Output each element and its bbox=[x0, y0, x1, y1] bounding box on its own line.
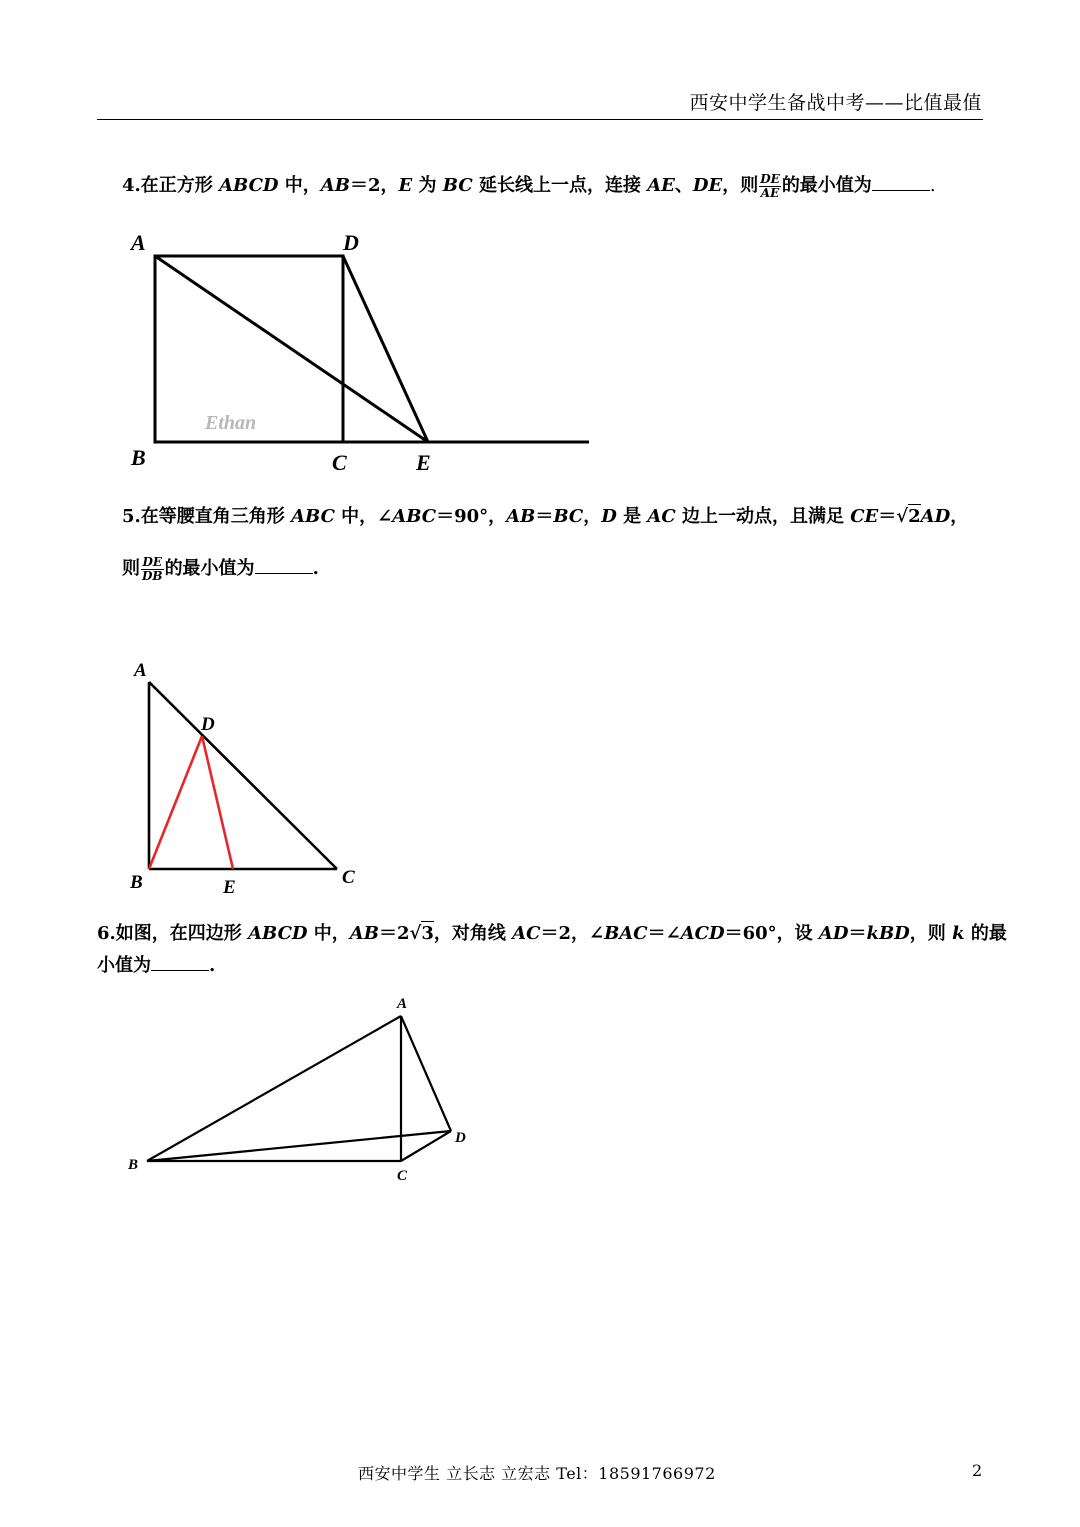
q4-text: 、 bbox=[674, 175, 693, 197]
q6-text: 的最 bbox=[964, 923, 1007, 944]
q5-text: ， bbox=[950, 506, 969, 527]
q5-var: D bbox=[601, 506, 617, 527]
q5-var: BC bbox=[553, 506, 584, 527]
fig4-label-b: B bbox=[131, 445, 146, 470]
q4-text: 中， bbox=[278, 175, 321, 197]
q5-var: AC bbox=[647, 506, 676, 527]
q6-text: ，对角线 bbox=[433, 923, 513, 944]
q5-var: AB bbox=[506, 506, 536, 527]
q6-var: ABCD bbox=[248, 923, 308, 944]
figure-5 bbox=[149, 682, 337, 869]
fig4-label-c: C bbox=[332, 450, 347, 475]
fig6-side-ad bbox=[401, 1016, 451, 1131]
fig4-label-a: A bbox=[131, 230, 146, 255]
page-header-title: 西安中学生备战中考——比值最值 bbox=[689, 92, 982, 114]
q6-text: . bbox=[209, 955, 216, 976]
fig5-label-b: B bbox=[130, 872, 143, 893]
q4-var: DE bbox=[692, 175, 723, 197]
question-6 bbox=[97, 925, 1007, 943]
q5-answer-blank bbox=[255, 558, 313, 574]
q6-text: 中， bbox=[307, 923, 350, 944]
figure-6 bbox=[147, 1016, 451, 1161]
q5-text: 5.在等腰直角三角形 bbox=[122, 506, 292, 527]
fig6-label-b: B bbox=[128, 1157, 139, 1173]
q5-text: ＝√ bbox=[878, 506, 909, 527]
fig4-label-e: E bbox=[416, 450, 431, 475]
fig5-segment-bd bbox=[149, 736, 202, 869]
q6-text: 小值为 bbox=[97, 955, 151, 976]
question-5-line-2 bbox=[122, 556, 319, 582]
fig6-label-a: A bbox=[397, 996, 408, 1012]
q5-text: . bbox=[312, 558, 319, 580]
q6-var: ACD bbox=[680, 923, 725, 944]
fig5-segment-de bbox=[202, 736, 233, 869]
q5-text: 是 bbox=[616, 506, 648, 527]
q5-text: 则 bbox=[122, 558, 140, 580]
q6-text: ＝2，∠ bbox=[540, 923, 605, 944]
q5-var: CE bbox=[850, 506, 879, 527]
q4-var: AB bbox=[320, 175, 350, 197]
q5-var: ABC bbox=[392, 506, 437, 527]
q5-sqrt-argument: 2 bbox=[908, 506, 921, 527]
fig5-label-e: E bbox=[223, 877, 236, 898]
q5-fraction-numerator: DE bbox=[142, 555, 163, 569]
page-footer: 西安中学生 立长志 立宏志 Tel：18591766972 bbox=[358, 1464, 716, 1483]
q6-var: AD bbox=[818, 923, 849, 944]
q4-var: AE bbox=[647, 175, 675, 197]
q4-text: 4.在正方形 bbox=[122, 175, 220, 197]
fig5-label-a: A bbox=[134, 660, 147, 681]
q6-var: AC bbox=[512, 923, 541, 944]
q5-text: ＝90°， bbox=[436, 506, 507, 527]
q4-text: 的最小值为 bbox=[781, 175, 872, 197]
q4-text: ，则 bbox=[722, 175, 759, 197]
question-6-line-2 bbox=[97, 955, 215, 975]
q6-text: ＝ bbox=[848, 923, 867, 944]
q4-var: BC bbox=[442, 175, 473, 197]
fig5-hypotenuse-ac bbox=[149, 682, 337, 869]
q6-text: ＝∠ bbox=[647, 923, 681, 944]
q6-text: 6.如图，在四边形 bbox=[97, 923, 249, 944]
fig5-label-c: C bbox=[342, 867, 355, 888]
page-number: 2 bbox=[972, 1461, 983, 1480]
fig6-label-d: D bbox=[455, 1130, 466, 1146]
fig6-label-c: C bbox=[397, 1168, 408, 1184]
q4-text: 延长线上一点，连接 bbox=[472, 175, 648, 197]
q5-var: AD bbox=[920, 506, 951, 527]
q6-answer-blank bbox=[151, 955, 209, 971]
q4-fraction-denominator: AE bbox=[760, 185, 780, 200]
q4-text: ＝2， bbox=[349, 175, 399, 197]
q6-text: ＝60°，设 bbox=[724, 923, 819, 944]
q5-text: 的最小值为 bbox=[164, 558, 255, 580]
q6-text: ，则 bbox=[909, 923, 953, 944]
q6-var: AB bbox=[349, 923, 379, 944]
fig4-watermark: Ethan bbox=[205, 412, 257, 434]
q6-var: BAC bbox=[604, 923, 648, 944]
q4-var: E bbox=[398, 175, 413, 197]
q5-text: ＝ bbox=[535, 506, 554, 527]
q6-var: k bbox=[952, 923, 965, 944]
q5-fraction-denominator: DB bbox=[142, 568, 163, 583]
q5-fraction bbox=[141, 556, 164, 582]
q4-var: ABCD bbox=[219, 175, 279, 197]
q6-sqrt-argument: 3 bbox=[421, 923, 434, 944]
q4-text: . bbox=[929, 175, 936, 197]
q4-fraction-numerator: DE bbox=[760, 172, 780, 186]
q6-text: ＝2√ bbox=[378, 923, 422, 944]
q5-text: 中，∠ bbox=[334, 506, 393, 527]
q5-text: 边上一动点，且满足 bbox=[675, 506, 851, 527]
fig5-label-d: D bbox=[201, 714, 215, 735]
q5-text: ， bbox=[583, 506, 602, 527]
fig4-label-d: D bbox=[343, 230, 359, 255]
q6-var: kBD bbox=[866, 923, 910, 944]
question-5 bbox=[122, 508, 968, 526]
q4-text: 为 bbox=[412, 175, 443, 197]
q5-var: ABC bbox=[291, 506, 335, 527]
